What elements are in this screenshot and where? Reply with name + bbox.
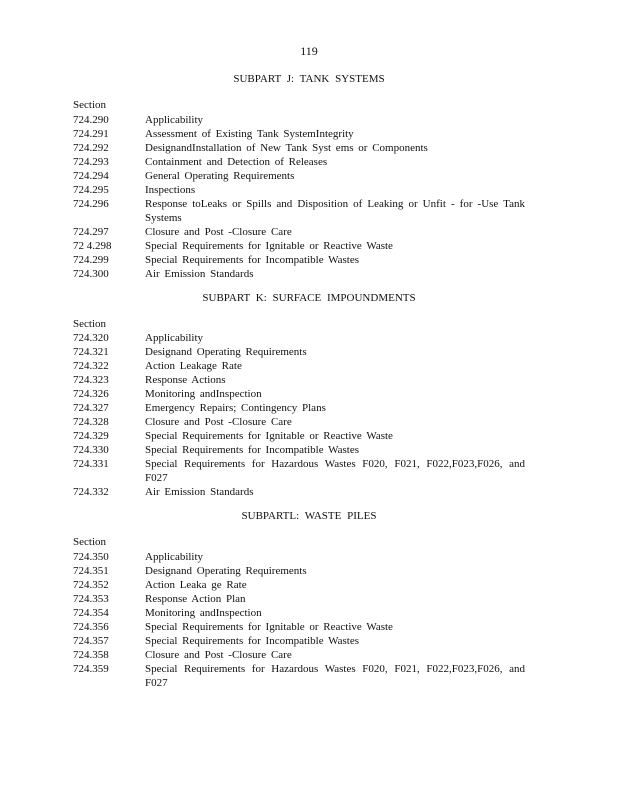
section-number: 724.332 bbox=[73, 486, 109, 498]
toc-entry bbox=[73, 429, 533, 443]
toc-entry bbox=[73, 485, 533, 499]
toc-entry bbox=[73, 345, 533, 359]
section-title: Applicability bbox=[145, 114, 204, 126]
section-number: 724.331 bbox=[73, 458, 109, 470]
toc-entry bbox=[73, 183, 533, 197]
section-title: Applicability bbox=[145, 332, 204, 344]
section-title: Special Requirements for Incompatible Wastes bbox=[145, 635, 360, 647]
section-number: 724.292 bbox=[73, 142, 109, 154]
toc-entry bbox=[73, 578, 533, 592]
toc-entry bbox=[73, 564, 533, 578]
toc-entry bbox=[73, 387, 533, 401]
toc-entry bbox=[73, 141, 533, 155]
toc-entry bbox=[73, 169, 533, 183]
toc-entry bbox=[73, 155, 533, 169]
section-number: 724.320 bbox=[73, 332, 109, 344]
section-number: 724.354 bbox=[73, 607, 109, 619]
section-title: General Operating Requirements bbox=[145, 170, 295, 182]
section-number: 724.330 bbox=[73, 444, 109, 456]
section-title: Monitoring andInspection bbox=[145, 388, 262, 400]
toc-list bbox=[73, 331, 533, 499]
toc-entry bbox=[73, 253, 533, 267]
section-title: Closure and Post -Closure Care bbox=[145, 416, 292, 428]
section-title: Emergency Repairs; Contingency Plans bbox=[145, 402, 326, 414]
section-number: 724.329 bbox=[73, 430, 109, 442]
toc-entry bbox=[73, 606, 533, 620]
section-number: 724.322 bbox=[73, 360, 109, 372]
section-title: Special Requirements for Incompatible Wastes bbox=[145, 444, 360, 456]
section-label: Section bbox=[73, 536, 106, 548]
toc-list bbox=[73, 550, 533, 690]
toc-entry bbox=[73, 592, 533, 606]
toc-entry bbox=[73, 359, 533, 373]
section-title: Response Action Plan bbox=[145, 593, 246, 605]
subpart-heading: SUBPART J: TANK SYSTEMS bbox=[233, 73, 385, 85]
toc-entry bbox=[73, 373, 533, 387]
toc-entry bbox=[73, 648, 533, 662]
toc-entry bbox=[73, 550, 533, 564]
section-number: 724.351 bbox=[73, 565, 109, 577]
section-number: 724.290 bbox=[73, 114, 109, 126]
section-title: Closure and Post -Closure Care bbox=[145, 226, 292, 238]
toc-entry bbox=[73, 443, 533, 457]
section-number: 724.323 bbox=[73, 374, 109, 386]
section-title: Special Requirements for Ignitable or Reactive Waste bbox=[145, 430, 393, 442]
section-title: Action Leaka ge Rate bbox=[145, 579, 247, 591]
toc-entry bbox=[73, 197, 533, 225]
section-title: Applicability bbox=[145, 551, 204, 563]
section-number: 724.327 bbox=[73, 402, 109, 414]
toc-entry bbox=[73, 415, 533, 429]
section-title: Closure and Post -Closure Care bbox=[145, 649, 292, 661]
section-title: Designand Operating Requirements bbox=[145, 565, 307, 577]
toc-entry bbox=[73, 662, 533, 690]
section-title: Special Requirements for Hazardous Wastes F020, F021, F022,F023,F026, and F027 bbox=[145, 663, 525, 689]
section-title: Special Requirements for Hazardous Wastes F020, F021, F022,F023,F026, and F027 bbox=[145, 458, 525, 484]
toc-entry bbox=[73, 267, 533, 281]
section-number: 724.291 bbox=[73, 128, 109, 140]
section-number: 724.299 bbox=[73, 254, 109, 266]
section-title: Containment and Detection of Releases bbox=[145, 156, 328, 168]
section-number: 724.295 bbox=[73, 184, 109, 196]
section-number: 724.356 bbox=[73, 621, 109, 633]
section-title: Air Emission Standards bbox=[145, 486, 254, 498]
section-title: Response toLeaks or Spills and Disposition of Leaking or Unfit - for -Use Tank Systems bbox=[145, 198, 525, 224]
section-label: Section bbox=[73, 318, 106, 330]
toc-entry bbox=[73, 239, 533, 253]
section-number: 724.297 bbox=[73, 226, 109, 238]
section-title: Assessment of Existing Tank SystemIntegrity bbox=[145, 128, 354, 140]
subpart-heading: SUBPART K: SURFACE IMPOUNDMENTS bbox=[202, 292, 416, 304]
toc-entry bbox=[73, 225, 533, 239]
section-number: 724.321 bbox=[73, 346, 109, 358]
section-title: Action Leakage Rate bbox=[145, 360, 242, 372]
toc-entry bbox=[73, 457, 533, 485]
section-title: Response Actions bbox=[145, 374, 226, 386]
section-title: Inspections bbox=[145, 184, 196, 196]
toc-entry bbox=[73, 127, 533, 141]
section-title: Monitoring andInspection bbox=[145, 607, 262, 619]
toc-entry bbox=[73, 113, 533, 127]
section-number: 724.352 bbox=[73, 579, 109, 591]
section-title: DesignandInstallation of New Tank Syst ems or Components bbox=[145, 142, 428, 154]
section-number: 724.359 bbox=[73, 663, 109, 675]
section-title: Air Emission Standards bbox=[145, 268, 254, 280]
section-number: 724.353 bbox=[73, 593, 109, 605]
section-number: 724.350 bbox=[73, 551, 109, 563]
section-number: 724.294 bbox=[73, 170, 109, 182]
subpart-heading: SUBPARTL: WASTE PILES bbox=[241, 510, 377, 522]
section-number: 724.296 bbox=[73, 198, 109, 210]
page-number: 119 bbox=[300, 44, 318, 58]
section-number: 724.293 bbox=[73, 156, 109, 168]
section-label: Section bbox=[73, 99, 106, 111]
section-number: 724.300 bbox=[73, 268, 109, 280]
section-number: 724.358 bbox=[73, 649, 109, 661]
section-number: 72 4.298 bbox=[73, 240, 112, 252]
section-title: Special Requirements for Ignitable or Reactive Waste bbox=[145, 240, 393, 252]
toc-entry bbox=[73, 401, 533, 415]
toc-entry bbox=[73, 331, 533, 345]
section-number: 724.357 bbox=[73, 635, 109, 647]
section-title: Designand Operating Requirements bbox=[145, 346, 307, 358]
section-number: 724.328 bbox=[73, 416, 109, 428]
toc-list bbox=[73, 113, 533, 281]
section-title: Special Requirements for Incompatible Wastes bbox=[145, 254, 360, 266]
toc-entry bbox=[73, 620, 533, 634]
section-title: Special Requirements for Ignitable or Reactive Waste bbox=[145, 621, 393, 633]
toc-entry bbox=[73, 634, 533, 648]
section-number: 724.326 bbox=[73, 388, 109, 400]
